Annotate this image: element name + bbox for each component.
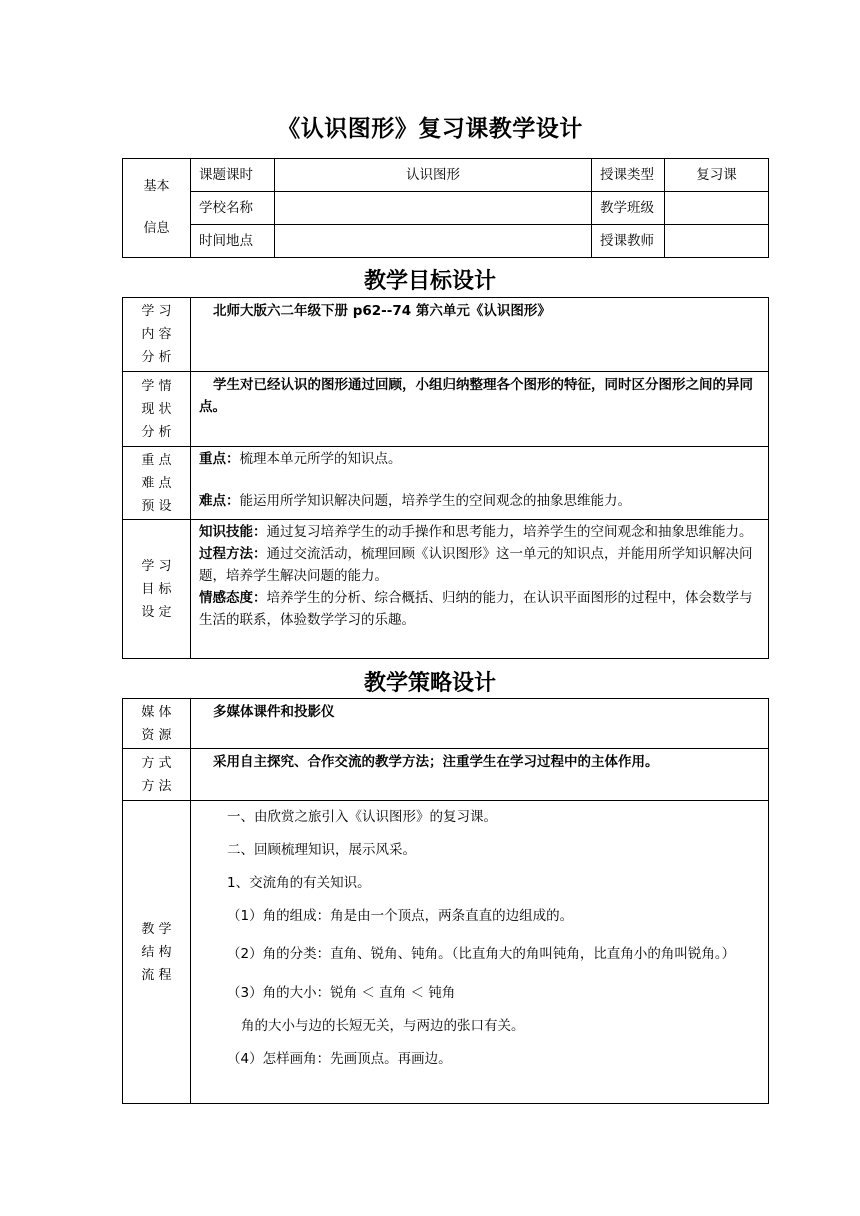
flow-cell xyxy=(191,801,769,1104)
lesson-label: 课题课时 xyxy=(191,159,275,192)
objective-item xyxy=(199,521,760,543)
media-text: 多媒体课件和投影仪 xyxy=(191,699,769,749)
type-value: 复习课 xyxy=(665,159,769,192)
content-analysis-label-line: 内 容 xyxy=(141,327,172,342)
objectives-label-line: 学 习 xyxy=(141,558,172,574)
flow-label-line: 教 学 xyxy=(141,921,172,937)
goal-table xyxy=(122,297,769,659)
flow-line: （3）角的大小：锐角 ＜ 直角 ＜ 钝角 xyxy=(227,985,456,1001)
method-text: 采用自主探究、合作交流的教学方法；注重学生在学习过程中的主体作用。 xyxy=(191,749,769,801)
school-label: 学校名称 xyxy=(191,192,275,225)
method-label-line: 方 法 xyxy=(141,778,172,794)
goal-section-heading: 教学目标设计 xyxy=(363,269,496,294)
flow-label xyxy=(123,801,191,1104)
situation-analysis-label-line: 分 析 xyxy=(141,424,172,440)
objective-item-label: 过程方法： xyxy=(199,546,267,562)
strategy-section-heading: 教学策略设计 xyxy=(363,671,496,696)
key-points-cell xyxy=(191,447,769,520)
content-analysis-label-line: 分 析 xyxy=(141,350,172,365)
content-analysis-text: 北师大版六二年级下册 p62--74 第六单元《认识图形》 xyxy=(191,298,769,372)
class-label: 教学班级 xyxy=(592,192,665,225)
key-point-label: 重点： xyxy=(199,451,240,467)
key-points-label-line: 预 设 xyxy=(141,498,172,514)
objectives-label-line: 目 标 xyxy=(141,581,172,597)
teacher-value xyxy=(665,225,769,258)
flow-line: 1、交流角的有关知识。 xyxy=(227,875,371,891)
basic-info-label xyxy=(123,159,191,258)
objectives-cell xyxy=(191,520,769,659)
key-points-label xyxy=(123,447,191,520)
page-title: 《认识图形》复习课教学设计 xyxy=(277,116,583,142)
flow-line: （4）怎样画角：先画顶点。再画边。 xyxy=(227,1051,452,1067)
class-value xyxy=(665,192,769,225)
type-label: 授课类型 xyxy=(592,159,665,192)
media-label xyxy=(123,699,191,749)
flow-line: （2）角的分类：直角、锐角、钝角。（比直角大的角叫钝角，比直角小的角叫锐角。） xyxy=(227,946,736,962)
key-point-line xyxy=(199,448,760,470)
objectives-label-line: 设 定 xyxy=(141,604,172,620)
situation-analysis-label xyxy=(123,372,191,447)
situation-analysis-text: 学生对已经认识的图形通过回顾，小组归纳整理各个图形的特征，同时区分图形之间的异同点。 xyxy=(191,372,769,447)
basic-info-table xyxy=(122,158,769,258)
flow-line: 一、由欣赏之旅引入《认识图形》的复习课。 xyxy=(227,809,497,825)
objective-item-text: 培养学生的分析、综合概括、归纳的能力，在认识平面图形的过程中，体会数学与生活的联系，体验数学学习的乐趣。 xyxy=(199,590,753,628)
objective-item xyxy=(199,543,760,587)
objective-item-label: 情感态度： xyxy=(199,590,267,606)
media-label-line: 媒 体 xyxy=(141,704,172,720)
objectives-label xyxy=(123,520,191,659)
flow-label-line: 结 构 xyxy=(141,944,172,960)
difficulty-line xyxy=(199,490,760,512)
objective-item-label: 知识技能： xyxy=(199,524,267,540)
objective-item-text: 通过复习培养学生的动手操作和思考能力，培养学生的空间观念和抽象思维能力。 xyxy=(266,524,753,540)
key-points-label-line: 难 点 xyxy=(141,475,172,491)
time-label: 时间地点 xyxy=(191,225,275,258)
difficulty-label: 难点： xyxy=(199,493,240,509)
strategy-table xyxy=(122,698,769,1104)
flow-label-line: 流 程 xyxy=(141,967,172,983)
content-analysis-label xyxy=(123,298,191,372)
difficulty-text: 能运用所学知识解决问题，培养学生的空间观念的抽象思维能力。 xyxy=(239,493,631,509)
situation-analysis-label-line: 学 情 xyxy=(141,378,172,394)
flow-line: 二、回顾梳理知识，展示风采。 xyxy=(227,842,416,858)
flow-line: （1）角的组成：角是由一个顶点，两条直直的边组成的。 xyxy=(227,908,574,924)
objective-item xyxy=(199,587,760,631)
media-label-line: 资 源 xyxy=(141,727,172,743)
content-analysis-label-line: 学 习 xyxy=(141,304,172,319)
objective-item-text: 通过交流活动，梳理回顾《认识图形》这一单元的知识点，并能用所学知识解决问题，培养学生解决问题的能力。 xyxy=(199,546,753,584)
lesson-value: 认识图形 xyxy=(275,159,592,192)
time-value xyxy=(275,225,592,258)
basic-info-label-line-2: 信息 xyxy=(143,221,170,236)
situation-analysis-label-line: 现 状 xyxy=(141,401,172,417)
key-point-text: 梳理本单元所学的知识点。 xyxy=(239,451,402,467)
teacher-label: 授课教师 xyxy=(592,225,665,258)
method-label-line: 方 式 xyxy=(141,755,172,771)
flow-line: 角的大小与边的长短无关，与两边的张口有关。 xyxy=(241,1018,525,1034)
key-points-label-line: 重 点 xyxy=(141,452,172,468)
method-label xyxy=(123,749,191,801)
school-value xyxy=(275,192,592,225)
basic-info-label-line-1: 基本 xyxy=(143,179,170,194)
